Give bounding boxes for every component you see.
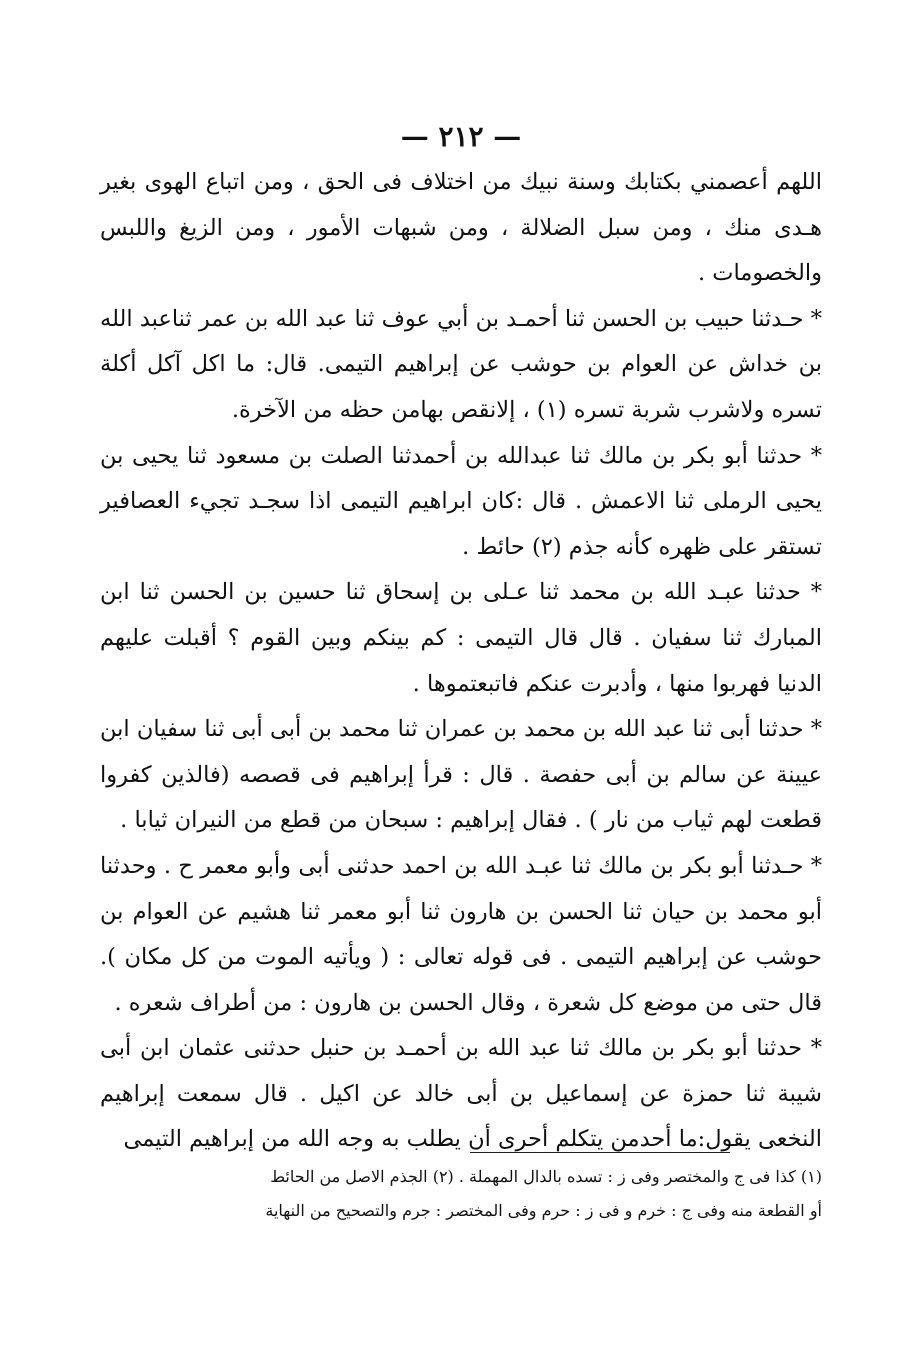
paragraph-2: * حـدثنا حبيب بن الحسن ثنا أحمـد بن أبي عوف ثنا عبد الله بن عمر ثناعبد الله بن خداش عن العوام بن حوشب عن إبراهيم التيمى. قال: ما اكل آكل أكلة تسره ولاشرب شربة تسره (١) ، إلانقص بهامن حظه من الآخرة.	[100, 305, 822, 423]
page-number: — ٢١٢ —	[400, 120, 522, 153]
paragraph-3: * حدثنا أبو بكر بن مالك ثنا عبدالله بن أحمدثنا الصلت بن مسعود ثنا يحيى بن يحيى الرملى ثنا الاعمش . قال :كان ابراهيم التيمى اذا سجـد تجيء العصافير تستقر على ظهره كأنه جذم (٢) حائط .	[100, 442, 822, 560]
paragraph-5: * حدثنا أبى ثنا عبد الله بن محمد بن عمران ثنا محمد بن أبى أبى ثنا سفيان ابن عيينة عن سالم بن أبى حفصة . قال : قرأ إبراهيم فى قصصه (فالذين كفروا قطعت لهم ثياب من نار ) . فقال إبراهيم : سبحان من قطع من النيران ثيابا .	[100, 716, 822, 834]
footnote-line-1: (١) كذا فى ج والمختصر وفى ز : تسده بالدال المهملة . (٢) الجذم الاصل من الحائط	[270, 1167, 822, 1186]
body-text	[100, 160, 822, 1163]
footnote-line-2: أو القطعة منه وفى ج : خرم و فى ز : حرم وفى المختصر : جرم والتصحيح من النهاية	[265, 1201, 822, 1220]
footnote-divider	[470, 1152, 730, 1153]
paragraph-1: اللهم أعصمني بكتابك وسنة نبيك من اختلاف فى الحق ، ومن اتباع الهوى بغير هـدى منك ، ومن سبل الضلالة ، ومن شبهات الأمور ، ومن الزيغ واللبس والخصومات .	[100, 169, 822, 287]
footnotes	[100, 1160, 822, 1228]
paragraph-6: * حـدثنا أبو بكر بن مالك ثنا عبـد الله بن احمد حدثنى أبى وأبو معمر ح . وحدثنا أبو محمد بن حيان ثنا الحسن بن هارون ثنا أبو معمر ثنا هشيم عن العوام بن حوشب عن إبراهيم التيمى . فى قوله تعالى : ( ويأتيه الموت من كل مكان ). قال حتى من موضع كل شعرة ، وقال الحسن بن هارون : من أطراف شعره .	[100, 852, 822, 1016]
paragraph-7: * حدثنا أبو بكر بن مالك ثنا عبد الله بن أحمـد بن حنبل حدثنى عثمان ابن أبى شيبة ثنا حمزة عن إسماعيل بن أبى خالد عن اكيل . قال سمعت إبراهيم النخعى يقول:ما أحدمن يتكلم أحرى أن يطلب به وجه الله من إبراهيم التيمى	[100, 1035, 822, 1153]
paragraph-4: * حدثنا عبـد الله بن محمد ثنا عـلى بن إسحاق ثنا حسين بن الحسن ثنا ابن المبارك ثنا سفيان . قال قال التيمى : كم بينكم وبين القوم ؟ أقبلت عليهم الدنيا فهربوا منها ، وأدبرت عنكم فاتبعتموها .	[100, 579, 822, 697]
